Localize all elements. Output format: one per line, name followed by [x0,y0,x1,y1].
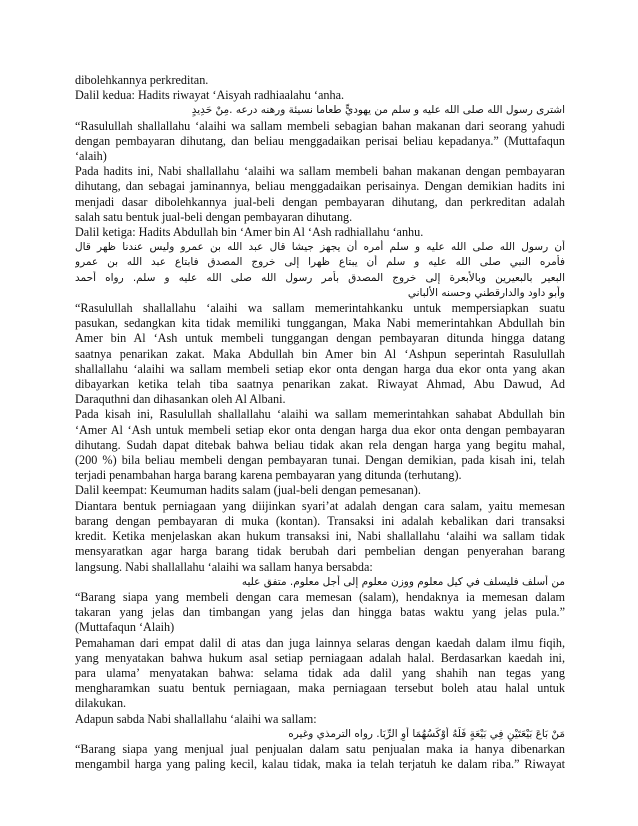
text-line: shallallahu ‘alaihi wa sallam membeli setiap ekor onta dengan harga dua ekor onta yang akan [75,361,565,376]
text-line: mengambil harga yang paling kecil, kalau tidak, maka ia telah terjatuh ke dalam riba.” Riwayat [75,757,565,772]
text-line: barang dengan pembayaran di muka (kontan). Transaksi ini adalah kebalikan dari transaksi [75,513,565,528]
text-line: ‘Amer Al ‘Ash untuk membeli setiap ekor onta dengan harga dua ekor onta dengan pembayaran [75,422,565,437]
text-line: “Barang siapa yang membeli dengan cara memesan (salam), hendaknya ia memesan dalam [75,589,565,604]
text-line: mengharamkan suatu bentuk perniagaan, maka perniagaan tersebut boleh atau halal untuk [75,681,565,696]
text-line: (Muttafaqun ‘Alaih) [75,620,175,635]
text-line: mensyaratkan agar harga barang tidak berubah dari pembelian dengan penyerahan barang [75,544,565,559]
text-line: terjadi penambahan harga barang karena pembayaran yang ditunda (terhutang). [75,468,462,483]
text-line: dihutang, dan sebagai jaminannya, beliau menggadaikan perisainya. Dengan demikian hadits ini [75,179,565,194]
text-line: yang menyatakan bahwa hukum asal setiap perniagaan adalah halal. Berdasarkan kaedah ini, [75,650,565,665]
arabic-text-line: فأمره النبي صلى الله عليه و سلم أن يبتاع ظهرا إلى خروج المصدق فابتاع عبد الله بن عمرو [75,256,565,269]
arabic-text-line: أن رسول الله صلى الله عليه و سلم أمره أن يجهز جيشا قال عبد الله بن عمرو وليس عندنا ظهر قال [75,241,565,254]
text-line: Dalil kedua: Hadits riwayat ‘Aisyah radhiaalahu ‘anha. [75,88,345,103]
text-line: Daraquthni dan dihasankan oleh Al Albani. [75,392,286,407]
text-line: dilakukan. [75,696,127,711]
text-line: pasukan, sedangkan kita tidak memiliki tunggangan, Maka Nabi memerintahkan Abdullah bin [75,316,565,331]
text-line: takaran yang jelas dan timbangan yang jelas dan hingga batas waktu yang jelas pula.” [75,605,565,620]
text-line: “Barang siapa yang menjual jual penjualan dalam satu penjualan maka ia hanya dibenarkan [75,741,565,756]
text-line: kredit. Ketika menjelaskan akan hukum transaksi ini, Nabi shallallahu ‘alaihi wa sallam tidak [75,529,565,544]
text-line: (200 %) bila beliau membeli dengan pembayaran tunai. Dengan demikian, pada kisah ini, telah [75,453,565,468]
arabic-text-line: من أسلف فليسلف في كيل معلوم ووزن معلوم إلى أجل معلوم. متفق عليه [241,575,565,588]
text-line: “Rasulullah shallallahu ‘alaihi wa sallam membeli sebagian bahan makanan dari seorang yahudi [75,118,565,133]
arabic-text-line: مَنْ بَاعَ بَيْعَتَيْنِ فِي بَيْعَةٍ فَلَهُ أَوْكَسُهُمَا أَوِ الرِّبَا. رواه الترمذي وغيره [288,727,565,740]
arabic-text-line: البعير بالبعيرين وبالأبعرة إلى خروج المصدق بأمر رسول الله صلى الله عليه و سلم. رواه أحمد [75,271,565,284]
text-line: “Rasulullah shallallahu ‘alaihi wa sallam memerintahkanku untuk mempersiapkan suatu [75,301,565,316]
document-page [75,73,565,772]
text-line: Amer bin Al ‘Ash untuk membeli tunggangan dengan pembayaran ditunda hingga datang [75,331,565,346]
text-line: Pemahaman dari empat dalil di atas dan juga lainnya selaras dengan kaedah dalam ilmu fiqih, [75,635,565,650]
text-line: Adapun sabda Nabi shallallahu ‘alaihi wa sallam: [75,711,317,726]
text-line: Pada kisah ini, Rasulullah shallallahu ‘alaihi wa sallam memerintahkan sahabat Abdullah bin [75,407,565,422]
arabic-text-line: اشترى رسول الله صلى الله عليه و سلم من يهوديٍّ طعاما نسيئة ورهنه درعه .مِنْ حَدِيدٍ [191,104,565,117]
arabic-text-line: وأبو داود والدارقطني وحسنه الألباني [407,286,565,299]
text-line: dihutang. Sudah dapat ditebak bahwa beliau tidak akan rela dengan harga yang begitu mahal, [75,437,565,452]
text-line: saatnya penarikan zakat. Maka Abdullah bin Amer bin Al ‘Ashpun seperintah Rasulullah [75,346,565,361]
text-line: ‘alaih) [75,149,107,164]
text-line: Dalil ketiga: Hadits Abdullah bin ‘Amer bin Al ‘Ash radhiallahu ‘anhu. [75,225,424,240]
text-line: Dalil keempat: Keumuman hadits salam (jual-beli dengan pemesanan). [75,483,421,498]
text-line: salah satu bentuk jual-beli dengan pembayaran dihutang. [75,209,353,224]
text-line: dibolehkannya perkreditan. [75,73,209,87]
text-line: Pada hadits ini, Nabi shallallahu ‘alaihi wa sallam membeli bahan makanan dengan pembayaran [75,164,565,179]
text-line: langsung. Nabi shallallahu ‘alaihi wa sallam hanya bersabda: [75,559,373,574]
text-line: dengan pembayaran dihutang, dan beliau menggadaikan perisai beliau kepadanya.” (Muttafaqun [75,133,565,148]
text-line: Diantara bentuk perniagaan yang diijinkan syari’at adalah dengan cara salam, yaitu memesan [75,498,565,513]
text-line: dibayarkan ketika telah tiba saatnya penarikan zakat. Riwayat Ahmad, Abu Dawud, Ad [75,377,565,392]
text-line: para ulama’ menyatakan bahwa: selama tidak ada dalil yang shahih nan tegas yang [75,665,565,680]
text-line: menjadi dasar dibolehkannya jual-beli dengan pembayaran dihutang, dan perkreditan adalah [75,194,565,209]
